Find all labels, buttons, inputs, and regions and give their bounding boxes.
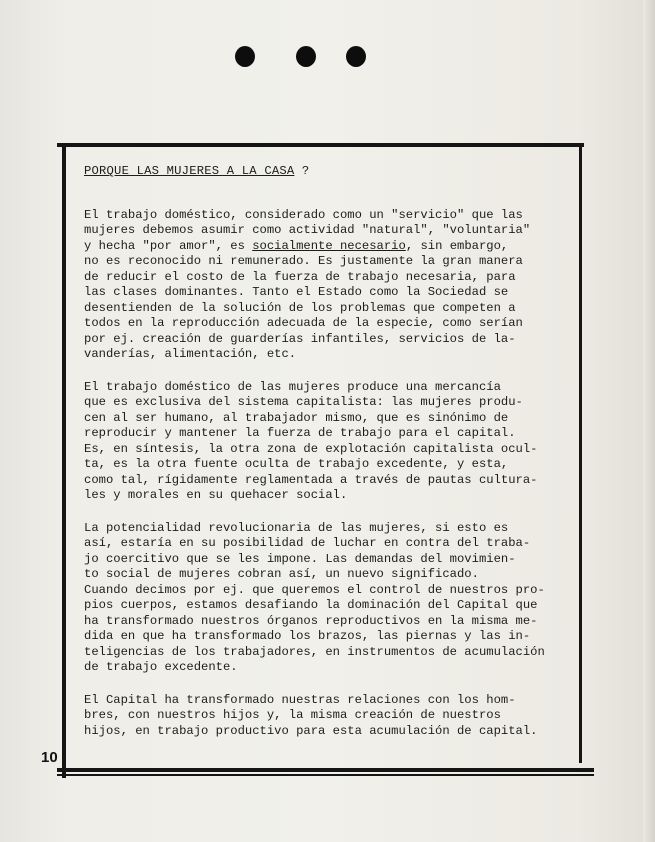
- text-line: por ej. creación de guarderías infantiles, servicios de la-: [84, 331, 516, 346]
- punch-hole: [346, 46, 366, 67]
- punch-hole: [235, 46, 255, 67]
- paragraph-4: [84, 693, 584, 740]
- text-line-with-emphasis: [84, 239, 584, 255]
- text-line: pios cuerpos, estamos desafiando la dominación del Capital que: [84, 598, 538, 612]
- text-line: como tal, rígidamente reglamentada a través de pautas cultura-: [84, 472, 538, 487]
- text-line: de reducir el costo de la fuerza de trabajo necesaria, para: [84, 269, 516, 284]
- text-line: que es exclusiva del sistema capitalista: las mujeres produ-: [84, 395, 523, 409]
- text-line: de trabajo excedente.: [84, 660, 238, 674]
- text-line: reproducir y mantener la fuerza de trabajo para el capital.: [84, 426, 516, 440]
- text-line: Cuando decimos por ej. que queremos el control de nuestros pro-: [84, 582, 545, 597]
- text-line: jo coercitivo que se les impone. Las demandas del movimien-: [84, 551, 516, 566]
- paragraph-1: [84, 208, 584, 363]
- text-line: vanderías, alimentación, etc.: [84, 347, 297, 361]
- underlined-phrase: socialmente necesario: [252, 238, 406, 253]
- text-line: El trabajo doméstico de las mujeres produce una mercancía: [84, 379, 501, 394]
- text-line: cen al ser humano, al trabajador mismo, que es sinónimo de: [84, 410, 509, 425]
- paragraph-2: [84, 380, 584, 504]
- text-segment: y hecha "por amor", es: [84, 238, 253, 253]
- text-line: dida en que ha transformado los brazos, las piernas y las in-: [84, 629, 531, 643]
- text-line: todos en la reproducción adecuada de la especie, como serían: [84, 316, 523, 330]
- text-line: El Capital ha transformado nuestras relaciones con los hom-: [84, 692, 516, 707]
- text-line: desentienden de la solución de los problemas que competen a: [84, 300, 516, 315]
- text-line: bres, con nuestros hijos y, la misma creación de nuestros: [84, 708, 501, 722]
- page-edge: [643, 0, 655, 842]
- text-line: hijos, en trabajo productivo para esta acumulación de capital.: [84, 723, 538, 738]
- frame-left-border: [62, 143, 66, 778]
- text-line: Es, en síntesis, la otra zona de explotación capitalista ocul-: [84, 441, 538, 456]
- text-line: ha transformado nuestros órganos reproductivos en la misma me-: [84, 613, 538, 628]
- article-heading: [84, 164, 584, 180]
- text-line: to social de mujeres cobran así, un nuevo significado.: [84, 567, 479, 581]
- text-line: no es reconocido ni remunerado. Es justamente la gran manera: [84, 254, 523, 268]
- text-line: así, estaría en su posibilidad de luchar en contra del traba-: [84, 536, 531, 550]
- page-number: 10: [41, 749, 58, 766]
- text-line: ta, es la otra fuente oculta de trabajo excedente, y esta,: [84, 457, 509, 471]
- frame-bottom-border: [57, 768, 594, 772]
- text-line: las clases dominantes. Tanto el Estado como la Sociedad se: [84, 285, 509, 299]
- punch-hole: [296, 46, 316, 67]
- text-line: mujeres debemos asumir como actividad "natural", "voluntaria": [84, 223, 531, 237]
- article-body: [84, 164, 584, 756]
- text-line: les y morales en su quehacer social.: [84, 488, 348, 502]
- text-line: La potencialidad revolucionaria de las mujeres, si esto es: [84, 520, 509, 535]
- frame-bottom-border-double: [57, 774, 594, 776]
- frame-top-border: [57, 143, 584, 147]
- heading-question-mark: ?: [294, 164, 310, 178]
- text-line: El trabajo doméstico, considerado como un "servicio" que las: [84, 207, 523, 222]
- paragraph-3: [84, 521, 584, 676]
- text-line: teligencias de los trabajadores, en instrumentos de acumulación: [84, 644, 545, 659]
- text-segment: , sin embargo,: [405, 238, 509, 253]
- heading-text: PORQUE LAS MUJERES A LA CASA: [84, 164, 295, 178]
